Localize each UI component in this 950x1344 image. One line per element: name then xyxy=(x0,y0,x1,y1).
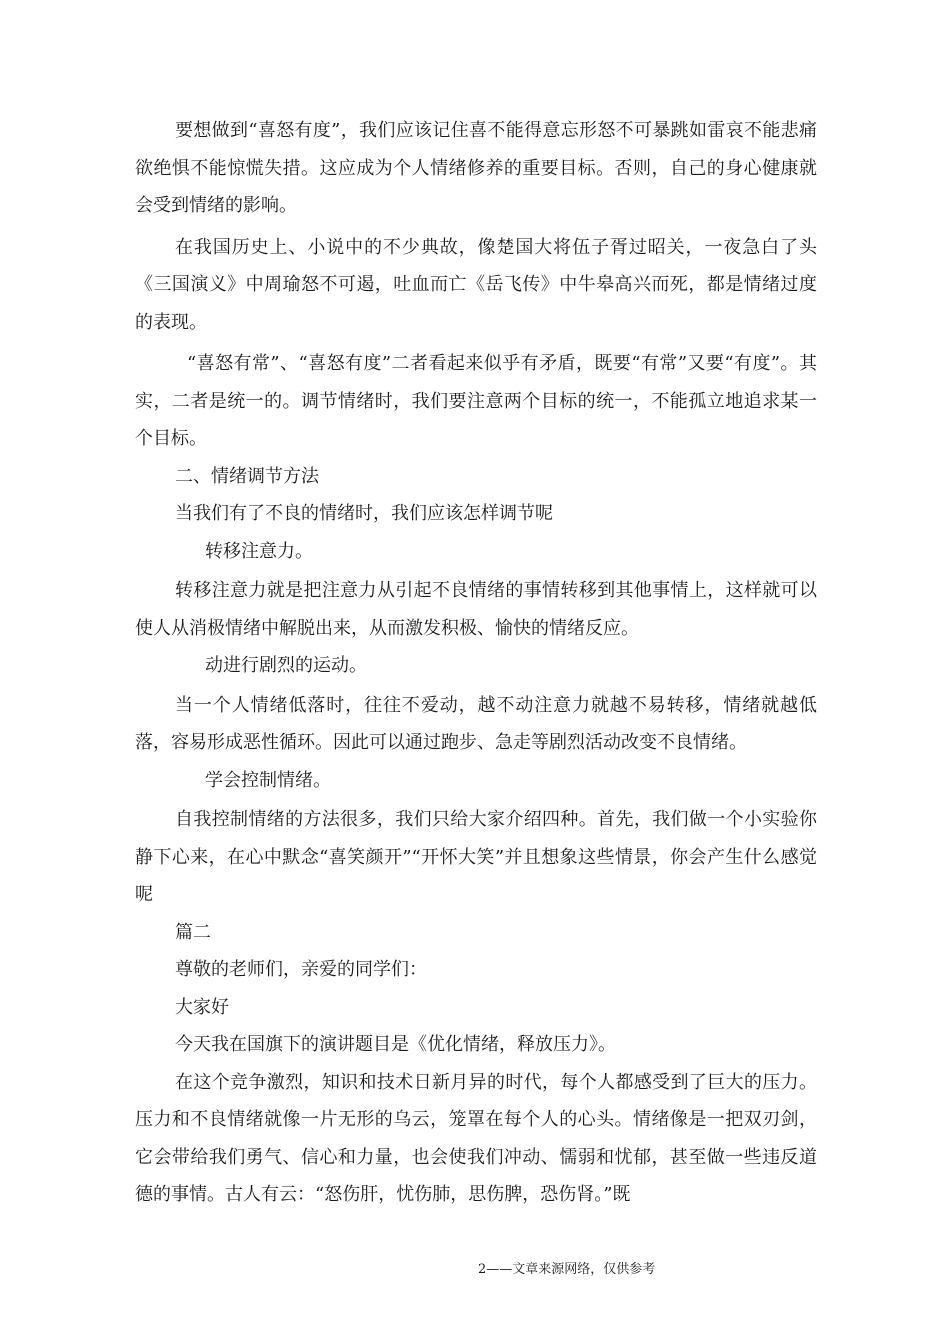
page-footer: 2——文章来源网络，仅供参考 xyxy=(478,1262,656,1277)
paragraph-history-examples: 在我国历史上、小说中的不少典故，像楚国大将伍子胥过昭关，一夜急白了头《三国演义》中周瑜怒不可遏，吐血而亡《岳飞传》中牛皋高兴而死，都是情绪过度的表现。 xyxy=(135,236,817,333)
method-heading-control: 学会控制情绪。 xyxy=(205,769,331,791)
speech-topic: 今天我在国旗下的演讲题目是《优化情绪，释放压力》。 xyxy=(175,1034,616,1055)
paragraph-question: 当我们有了不良的情绪时，我们应该怎样调节呢 xyxy=(175,503,553,524)
paragraph-attention: 转移注意力就是把注意力从引起不良情绪的事情转移到其他事情上，这样就可以使人从消极情绪中解脱出来，从而激发积极、愉快的情绪反应。 xyxy=(135,580,817,639)
section-heading-methods: 二、情绪调节方法 xyxy=(175,465,319,487)
method-heading-attention: 转移注意力。 xyxy=(205,540,313,562)
paragraph-control: 自我控制情绪的方法很多，我们只给大家介绍四种。首先，我们做一个小实验你静下心来，在心中默念“喜笑颜开”“开怀大笑”并且想象这些情景，你会产生什么感觉呢 xyxy=(135,809,817,905)
paragraph-unity: “喜怒有常”、“喜怒有度”二者看起来似乎有矛盾，既要“有常”又要“有度”。其实，二者是统一的。调节情绪时，我们要注意两个目标的统一，不能孤立地追求某一个目标。 xyxy=(135,353,817,449)
paragraph-exercise: 当一个人情绪低落时，往往不爱动，越不动注意力就越不易转移，情绪就越低落，容易形成恶性循环。因此可以通过跑步、急走等剧烈活动改变不良情绪。 xyxy=(135,694,817,753)
method-heading-exercise: 动进行剧烈的运动。 xyxy=(205,655,367,676)
paragraph-pressure: 在这个竞争激烈，知识和技术日新月异的时代，每个人都感受到了巨大的压力。压力和不良情绪就像一片无形的乌云，笼罩在每个人的心头。情绪像是一把双刃剑，它会带给我们勇气、信心和力量，也会使我们冲动、懦弱和忧郁，甚至做一些违反道德的事情。古人有云：“怒伤肝，忧伤肺，思伤脾，恐伤肾。”既 xyxy=(135,1071,817,1205)
speech-greeting: 大家好 xyxy=(175,996,229,1018)
section-heading-part-two: 篇二 xyxy=(175,921,211,943)
speech-salutation: 尊敬的老师们，亲爱的同学们： xyxy=(175,959,427,980)
paragraph-xinuyoudu: 要想做到“喜怒有度”，我们应该记住喜不能得意忘形怒不可暴跳如雷哀不能悲痛欲绝惧不能惊慌失措。这应成为个人情绪修养的重要目标。否则，自己的身心健康就会受到情绪的影响。 xyxy=(135,120,817,216)
document-body xyxy=(135,112,817,1214)
